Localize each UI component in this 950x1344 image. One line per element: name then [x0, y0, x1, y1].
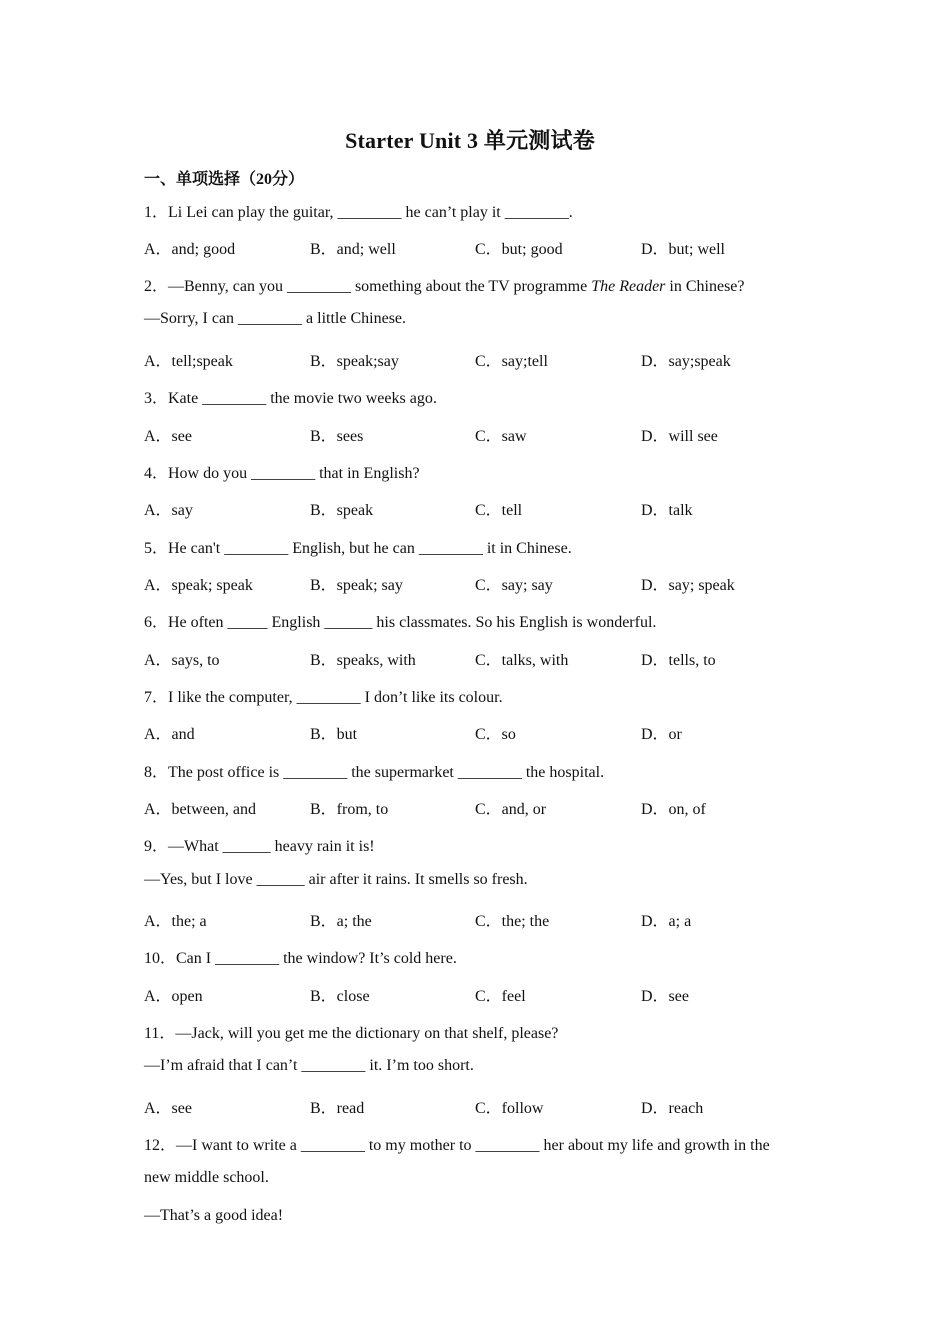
option-d: D．or	[641, 726, 682, 743]
option-c: C．talks, with	[475, 652, 569, 669]
option-a: A．speak; speak	[144, 577, 253, 594]
option-a: A．say	[144, 502, 193, 519]
question-1-options	[144, 236, 824, 258]
question-2-reply: —Sorry, I can ________ a little Chinese.	[144, 310, 407, 327]
question-9-reply: —Yes, but I love ______ air after it rains. It smells so fresh.	[144, 871, 528, 888]
question-11-reply: —I’m afraid that I can’t ________ it. I’m too short.	[144, 1057, 474, 1074]
question-5-options	[144, 572, 824, 594]
option-c: C．saw	[475, 428, 527, 445]
option-d: D．but; well	[641, 241, 725, 258]
option-c: C．follow	[475, 1100, 544, 1117]
option-d: D．on, of	[641, 801, 706, 818]
question-12-stem-continued: new middle school.	[144, 1169, 269, 1186]
option-a: A．between, and	[144, 801, 256, 818]
option-d: D．tells, to	[641, 652, 716, 669]
option-a: A．tell;speak	[144, 353, 233, 370]
option-a: A．see	[144, 1100, 192, 1117]
question-6-stem: 6．He often _____ English ______ his classmates. So his English is wonderful.	[144, 614, 657, 631]
option-a: A．and	[144, 726, 195, 743]
option-d: D．see	[641, 988, 689, 1005]
option-b: B．speaks, with	[310, 652, 416, 669]
option-c: C．feel	[475, 988, 526, 1005]
question-2-stem-start: 2．—Benny, can you ________ something about the TV programme	[144, 278, 592, 295]
question-9-stem: 9．—What ______ heavy rain it is!	[144, 838, 375, 855]
option-d: D．talk	[641, 502, 693, 519]
page-title: Starter Unit 3 单元测试卷	[345, 128, 595, 153]
option-c: C．tell	[475, 502, 523, 519]
question-11-options	[144, 1095, 824, 1117]
option-c: C．so	[475, 726, 516, 743]
question-4-stem: 4．How do you ________ that in English?	[144, 465, 420, 482]
option-b: B．speak;say	[310, 353, 399, 370]
option-b: B．speak; say	[310, 577, 403, 594]
question-3-stem: 3．Kate ________ the movie two weeks ago.	[144, 390, 437, 407]
option-a: A．says, to	[144, 652, 220, 669]
question-10-stem: 10．Can I ________ the window? It’s cold here.	[144, 950, 457, 967]
question-12-reply: —That’s a good idea!	[144, 1207, 284, 1224]
question-6-options	[144, 647, 824, 669]
question-12-stem: 12．—I want to write a ________ to my mother to ________ her about my life and growth in the	[144, 1137, 770, 1154]
option-a: A．and; good	[144, 241, 236, 258]
option-d: D．reach	[641, 1100, 704, 1117]
option-a: A．open	[144, 988, 203, 1005]
question-2-stem-end: in Chinese?	[665, 278, 745, 295]
question-5-stem: 5．He can't ________ English, but he can ________ it in Chinese.	[144, 540, 572, 557]
question-8-options	[144, 796, 824, 818]
question-4-options	[144, 497, 824, 519]
option-b: B．sees	[310, 428, 364, 445]
option-b: B．a; the	[310, 913, 372, 930]
question-7-stem: 7．I like the computer, ________ I don’t like its colour.	[144, 689, 503, 706]
question-10-options	[144, 983, 824, 1005]
question-11-stem: 11．—Jack, will you get me the dictionary on that shelf, please?	[144, 1025, 559, 1042]
section-heading: 一、单项选择（20分）	[144, 171, 305, 188]
question-7-options	[144, 721, 824, 743]
option-c: C．but; good	[475, 241, 563, 258]
question-1-stem: 1．Li Lei can play the guitar, ________ he can’t play it ________.	[144, 204, 573, 221]
option-c: C．say;tell	[475, 353, 548, 370]
option-a: A．see	[144, 428, 192, 445]
option-c: C．the; the	[475, 913, 550, 930]
question-8-stem: 8．The post office is ________ the supermarket ________ the hospital.	[144, 764, 605, 781]
option-c: C．and, or	[475, 801, 547, 818]
question-2-stem	[144, 273, 745, 296]
question-2-options	[144, 348, 824, 370]
question-9-options	[144, 908, 824, 930]
option-b: B．but	[310, 726, 358, 743]
option-c: C．say; say	[475, 577, 553, 594]
option-d: D．say;speak	[641, 353, 731, 370]
option-b: B．from, to	[310, 801, 389, 818]
option-b: B．read	[310, 1100, 365, 1117]
option-a: A．the; a	[144, 913, 207, 930]
question-2-programme-title: The Reader	[591, 278, 666, 295]
option-b: B．and; well	[310, 241, 396, 258]
option-d: D．will see	[641, 428, 718, 445]
option-b: B．speak	[310, 502, 374, 519]
option-d: D．a; a	[641, 913, 692, 930]
option-b: B．close	[310, 988, 370, 1005]
question-3-options	[144, 423, 824, 445]
option-d: D．say; speak	[641, 577, 735, 594]
